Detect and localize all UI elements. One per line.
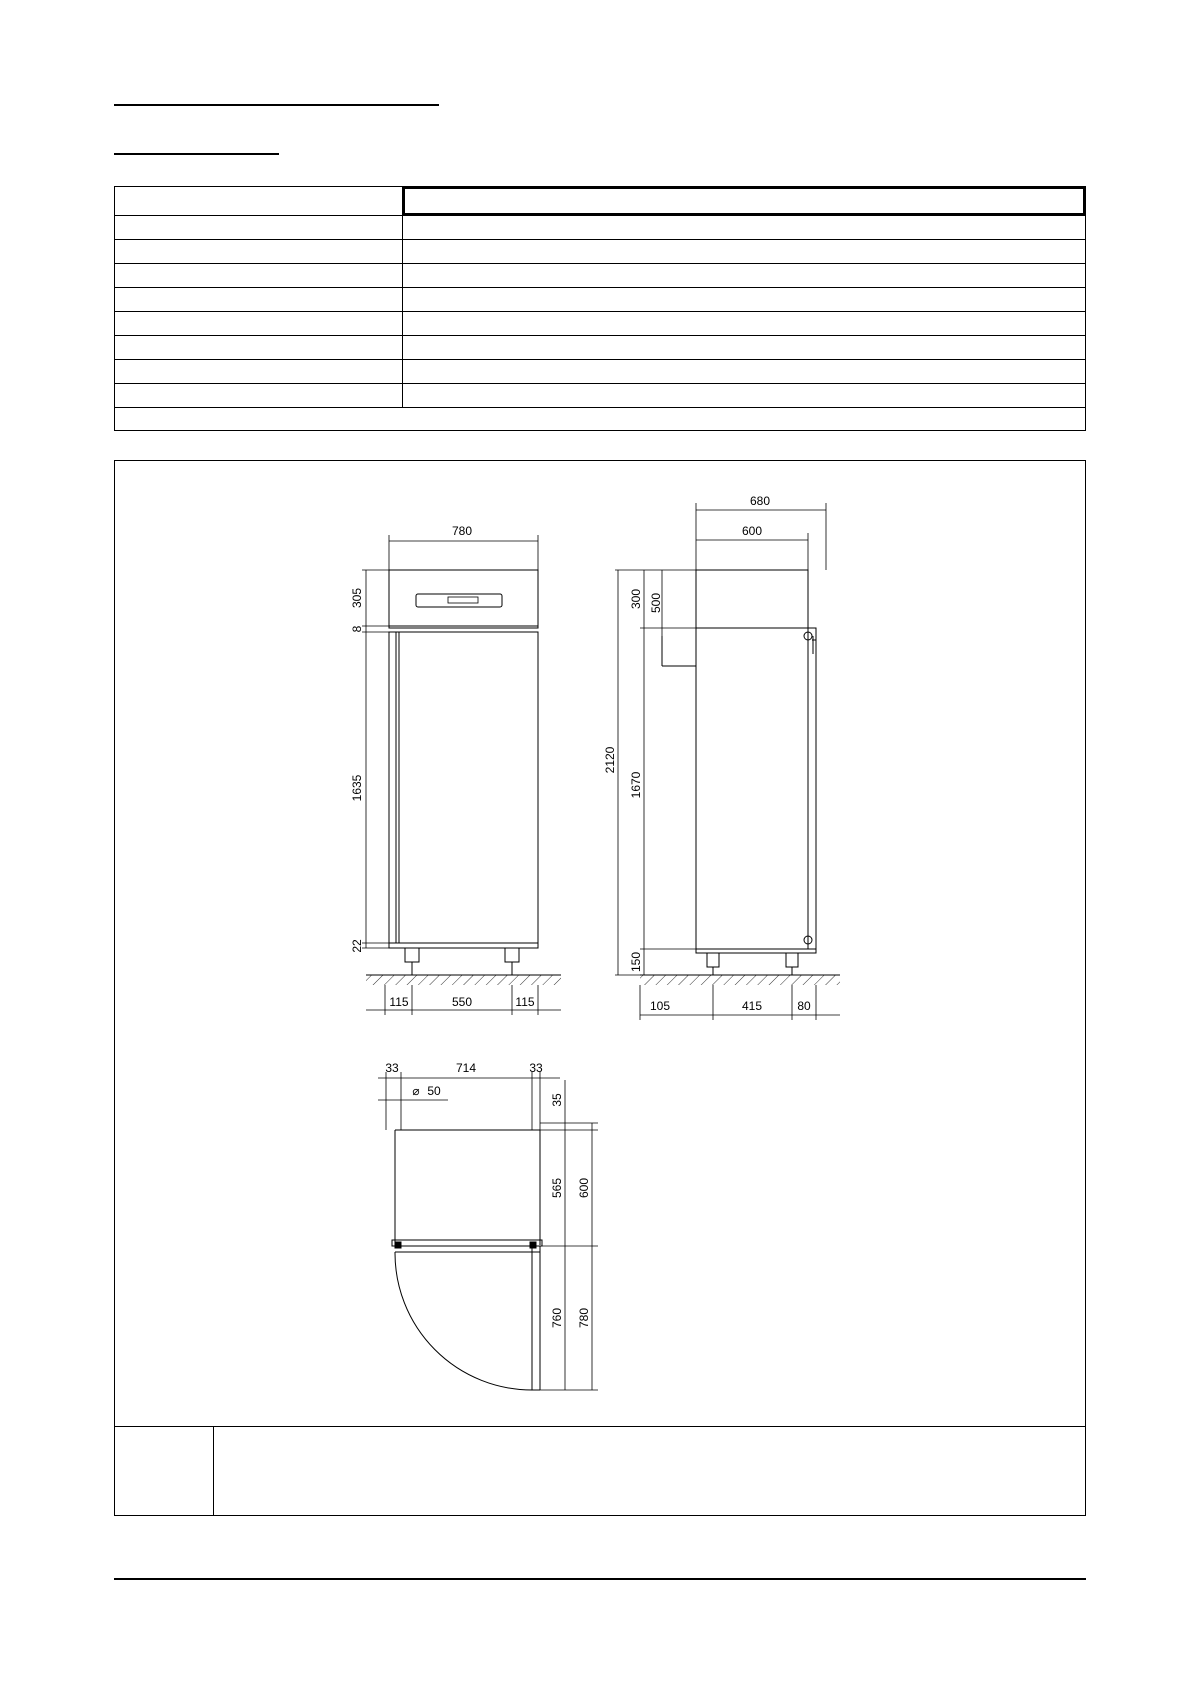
- plan-depth-label: 565: [550, 1177, 564, 1199]
- side-height-label: 150: [629, 951, 643, 973]
- side-bottom-label: 415: [741, 999, 763, 1013]
- plan-dimensions: [378, 1072, 598, 1390]
- front-view: [366, 570, 561, 985]
- plan-top-label: 33: [529, 1061, 543, 1075]
- plan-top-label: 714: [455, 1061, 477, 1075]
- plan-depth-label: 600: [577, 1177, 591, 1199]
- front-bottom-label: 115: [389, 995, 409, 1009]
- plan-pipe-label: 50: [427, 1084, 441, 1098]
- plan-depth-label: 780: [577, 1307, 591, 1329]
- front-bottom-label: 115: [515, 995, 535, 1009]
- side-height-label: 2120: [603, 746, 617, 774]
- side-bottom-label: 80: [797, 999, 811, 1013]
- front-width-label: 780: [451, 524, 473, 538]
- plan-view: [392, 1130, 542, 1390]
- front-height-label: 305: [350, 587, 364, 609]
- front-bottom-label: 550: [451, 995, 473, 1009]
- side-dimensions: [615, 503, 840, 1020]
- side-bottom-label: 105: [649, 999, 671, 1013]
- footer-rule: [114, 1578, 1086, 1580]
- pipe-diameter-icon: ⌀: [412, 1084, 420, 1098]
- side-depth-label: 680: [749, 494, 771, 508]
- side-height-label: 500: [649, 592, 663, 614]
- side-view: [640, 570, 840, 985]
- front-height-label: 22: [350, 939, 364, 953]
- front-height-label: 8: [350, 625, 364, 633]
- side-height-label: 1670: [629, 771, 643, 799]
- plan-depth-label: 35: [550, 1093, 564, 1107]
- front-height-label: 1635: [350, 774, 364, 802]
- side-height-label: 300: [629, 588, 643, 610]
- side-depth-label: 600: [741, 524, 763, 538]
- plan-top-label: 33: [385, 1061, 399, 1075]
- plan-depth-label: 760: [550, 1307, 564, 1329]
